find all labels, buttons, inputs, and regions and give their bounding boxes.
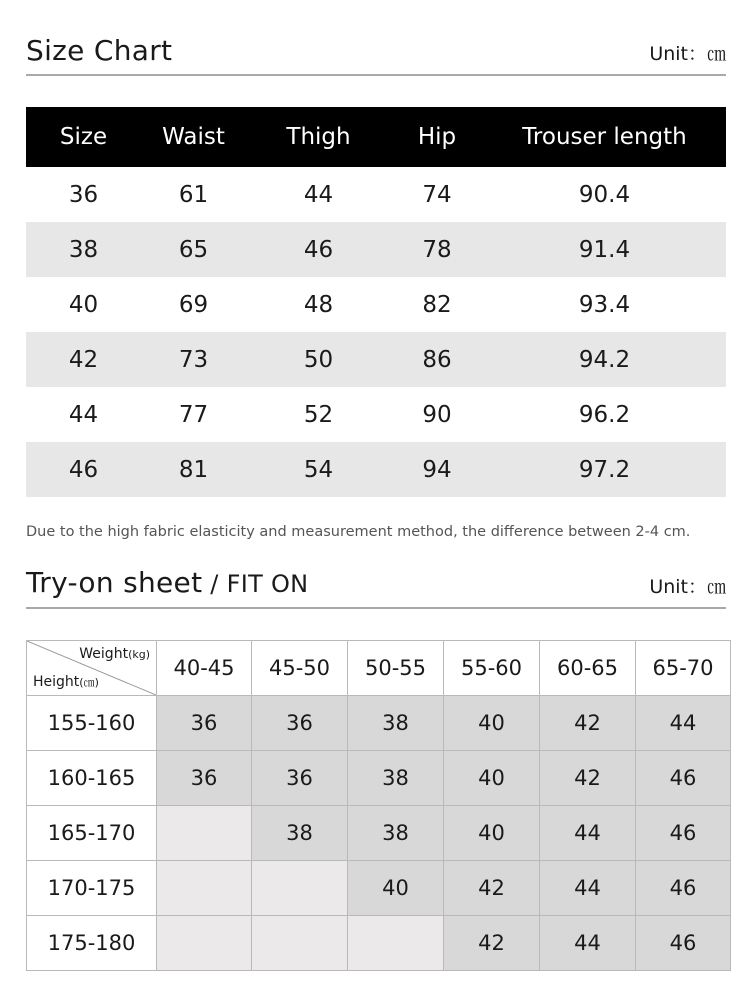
- table-cell: 81: [141, 442, 246, 497]
- column-header: Hip: [391, 107, 483, 167]
- size-cell: 44: [540, 916, 636, 971]
- size-cell: 44: [636, 696, 731, 751]
- size-cell: [252, 861, 348, 916]
- size-cell: 40: [444, 751, 540, 806]
- size-cell: 38: [348, 696, 444, 751]
- table-cell: 69: [178, 291, 209, 318]
- size-cell: 36: [252, 751, 348, 806]
- size-cell: 44: [540, 861, 636, 916]
- table-cell: 96.2: [578, 401, 631, 428]
- table-cell: 46: [26, 442, 141, 497]
- size-cell: 36: [252, 696, 348, 751]
- size-cell: 42: [444, 861, 540, 916]
- weight-label: [79, 646, 150, 662]
- fit-sheet-title: [26, 566, 308, 599]
- height-row-header: 160-165: [27, 751, 157, 806]
- weight-column-header: 65-70: [636, 641, 731, 696]
- table-cell: 44: [68, 401, 99, 428]
- fit-sheet-subtitle: / FIT ON: [202, 570, 309, 598]
- table-cell: 44: [303, 181, 334, 208]
- size-cell: 46: [636, 861, 731, 916]
- table-cell: 52: [303, 401, 334, 428]
- weight-column-header: 45-50: [252, 641, 348, 696]
- size-cell: [348, 916, 444, 971]
- size-cell: [157, 916, 252, 971]
- size-cell: 38: [348, 806, 444, 861]
- weight-unit: (kg): [128, 648, 150, 661]
- size-chart-unit: Unit：㎝: [649, 43, 726, 65]
- size-chart-table: [26, 107, 726, 497]
- table-cell: 38: [26, 222, 141, 277]
- size-cell: 46: [636, 806, 731, 861]
- table-cell: 97.2: [483, 442, 726, 497]
- size-cell: 42: [444, 916, 540, 971]
- fit-sheet-header: [26, 566, 726, 609]
- fit-sheet-unit: Unit：㎝: [649, 576, 726, 598]
- size-cell: 40: [444, 806, 540, 861]
- table-row: [26, 387, 726, 442]
- table-cell: 78: [391, 222, 483, 277]
- table-cell: 86: [391, 332, 483, 387]
- height-label-text: Height: [33, 674, 80, 690]
- measurement-note: Due to the high fabric elasticity and measurement method, the difference between 2-4 cm.: [26, 524, 691, 540]
- fit-sheet-header-row: [27, 641, 731, 696]
- weight-column-header: 55-60: [444, 641, 540, 696]
- table-cell: 94: [391, 442, 483, 497]
- size-cell: 38: [348, 751, 444, 806]
- table-cell: 90: [422, 401, 452, 428]
- table-row: [27, 751, 731, 806]
- fit-sheet-title-text: Try-on sheet: [26, 566, 203, 599]
- column-header: Waist: [141, 107, 246, 167]
- table-cell: 93.4: [578, 291, 631, 318]
- height-unit: (㎝): [79, 676, 99, 689]
- fit-sheet-table: [26, 640, 731, 971]
- table-cell: 82: [422, 291, 452, 318]
- size-cell: 44: [540, 806, 636, 861]
- weight-label-text: Weight: [79, 646, 129, 662]
- table-row: [26, 222, 726, 277]
- size-chart-header-row: [26, 107, 726, 167]
- column-header: Trouser length: [483, 107, 726, 167]
- table-cell: 54: [246, 442, 391, 497]
- table-row: [27, 916, 731, 971]
- height-row-header: 170-175: [27, 861, 157, 916]
- size-chart-title: Size Chart: [26, 34, 173, 67]
- table-cell: 36: [68, 181, 99, 208]
- corner-cell: [27, 641, 157, 696]
- column-header: Thigh: [246, 107, 391, 167]
- table-cell: 40: [68, 291, 99, 318]
- table-cell: 94.2: [483, 332, 726, 387]
- height-label: [33, 674, 99, 690]
- table-cell: 42: [26, 332, 141, 387]
- size-cell: 36: [157, 696, 252, 751]
- weight-column-header: 50-55: [348, 641, 444, 696]
- size-cell: 38: [252, 806, 348, 861]
- table-cell: 74: [422, 181, 452, 208]
- size-cell: 46: [636, 916, 731, 971]
- column-header: Size: [26, 107, 141, 167]
- table-cell: 65: [141, 222, 246, 277]
- size-cell: [252, 916, 348, 971]
- table-cell: 90.4: [578, 181, 631, 208]
- table-row: [26, 277, 726, 332]
- size-cell: [157, 806, 252, 861]
- weight-column-header: 40-45: [157, 641, 252, 696]
- size-cell: 42: [540, 696, 636, 751]
- table-cell: 77: [178, 401, 209, 428]
- table-cell: 73: [141, 332, 246, 387]
- size-cell: 40: [444, 696, 540, 751]
- table-row: [27, 861, 731, 916]
- table-row: [26, 442, 726, 497]
- table-row: [26, 167, 726, 222]
- table-cell: 50: [246, 332, 391, 387]
- table-row: [27, 696, 731, 751]
- weight-column-header: 60-65: [540, 641, 636, 696]
- size-cell: 40: [348, 861, 444, 916]
- size-chart-header: [26, 34, 726, 76]
- size-cell: 42: [540, 751, 636, 806]
- size-cell: 46: [636, 751, 731, 806]
- table-row: [26, 332, 726, 387]
- height-row-header: 155-160: [27, 696, 157, 751]
- table-cell: 61: [178, 181, 209, 208]
- size-cell: 36: [157, 751, 252, 806]
- table-row: [27, 806, 731, 861]
- height-row-header: 175-180: [27, 916, 157, 971]
- table-cell: 48: [303, 291, 334, 318]
- size-cell: [157, 861, 252, 916]
- height-row-header: 165-170: [27, 806, 157, 861]
- table-cell: 91.4: [483, 222, 726, 277]
- table-cell: 46: [246, 222, 391, 277]
